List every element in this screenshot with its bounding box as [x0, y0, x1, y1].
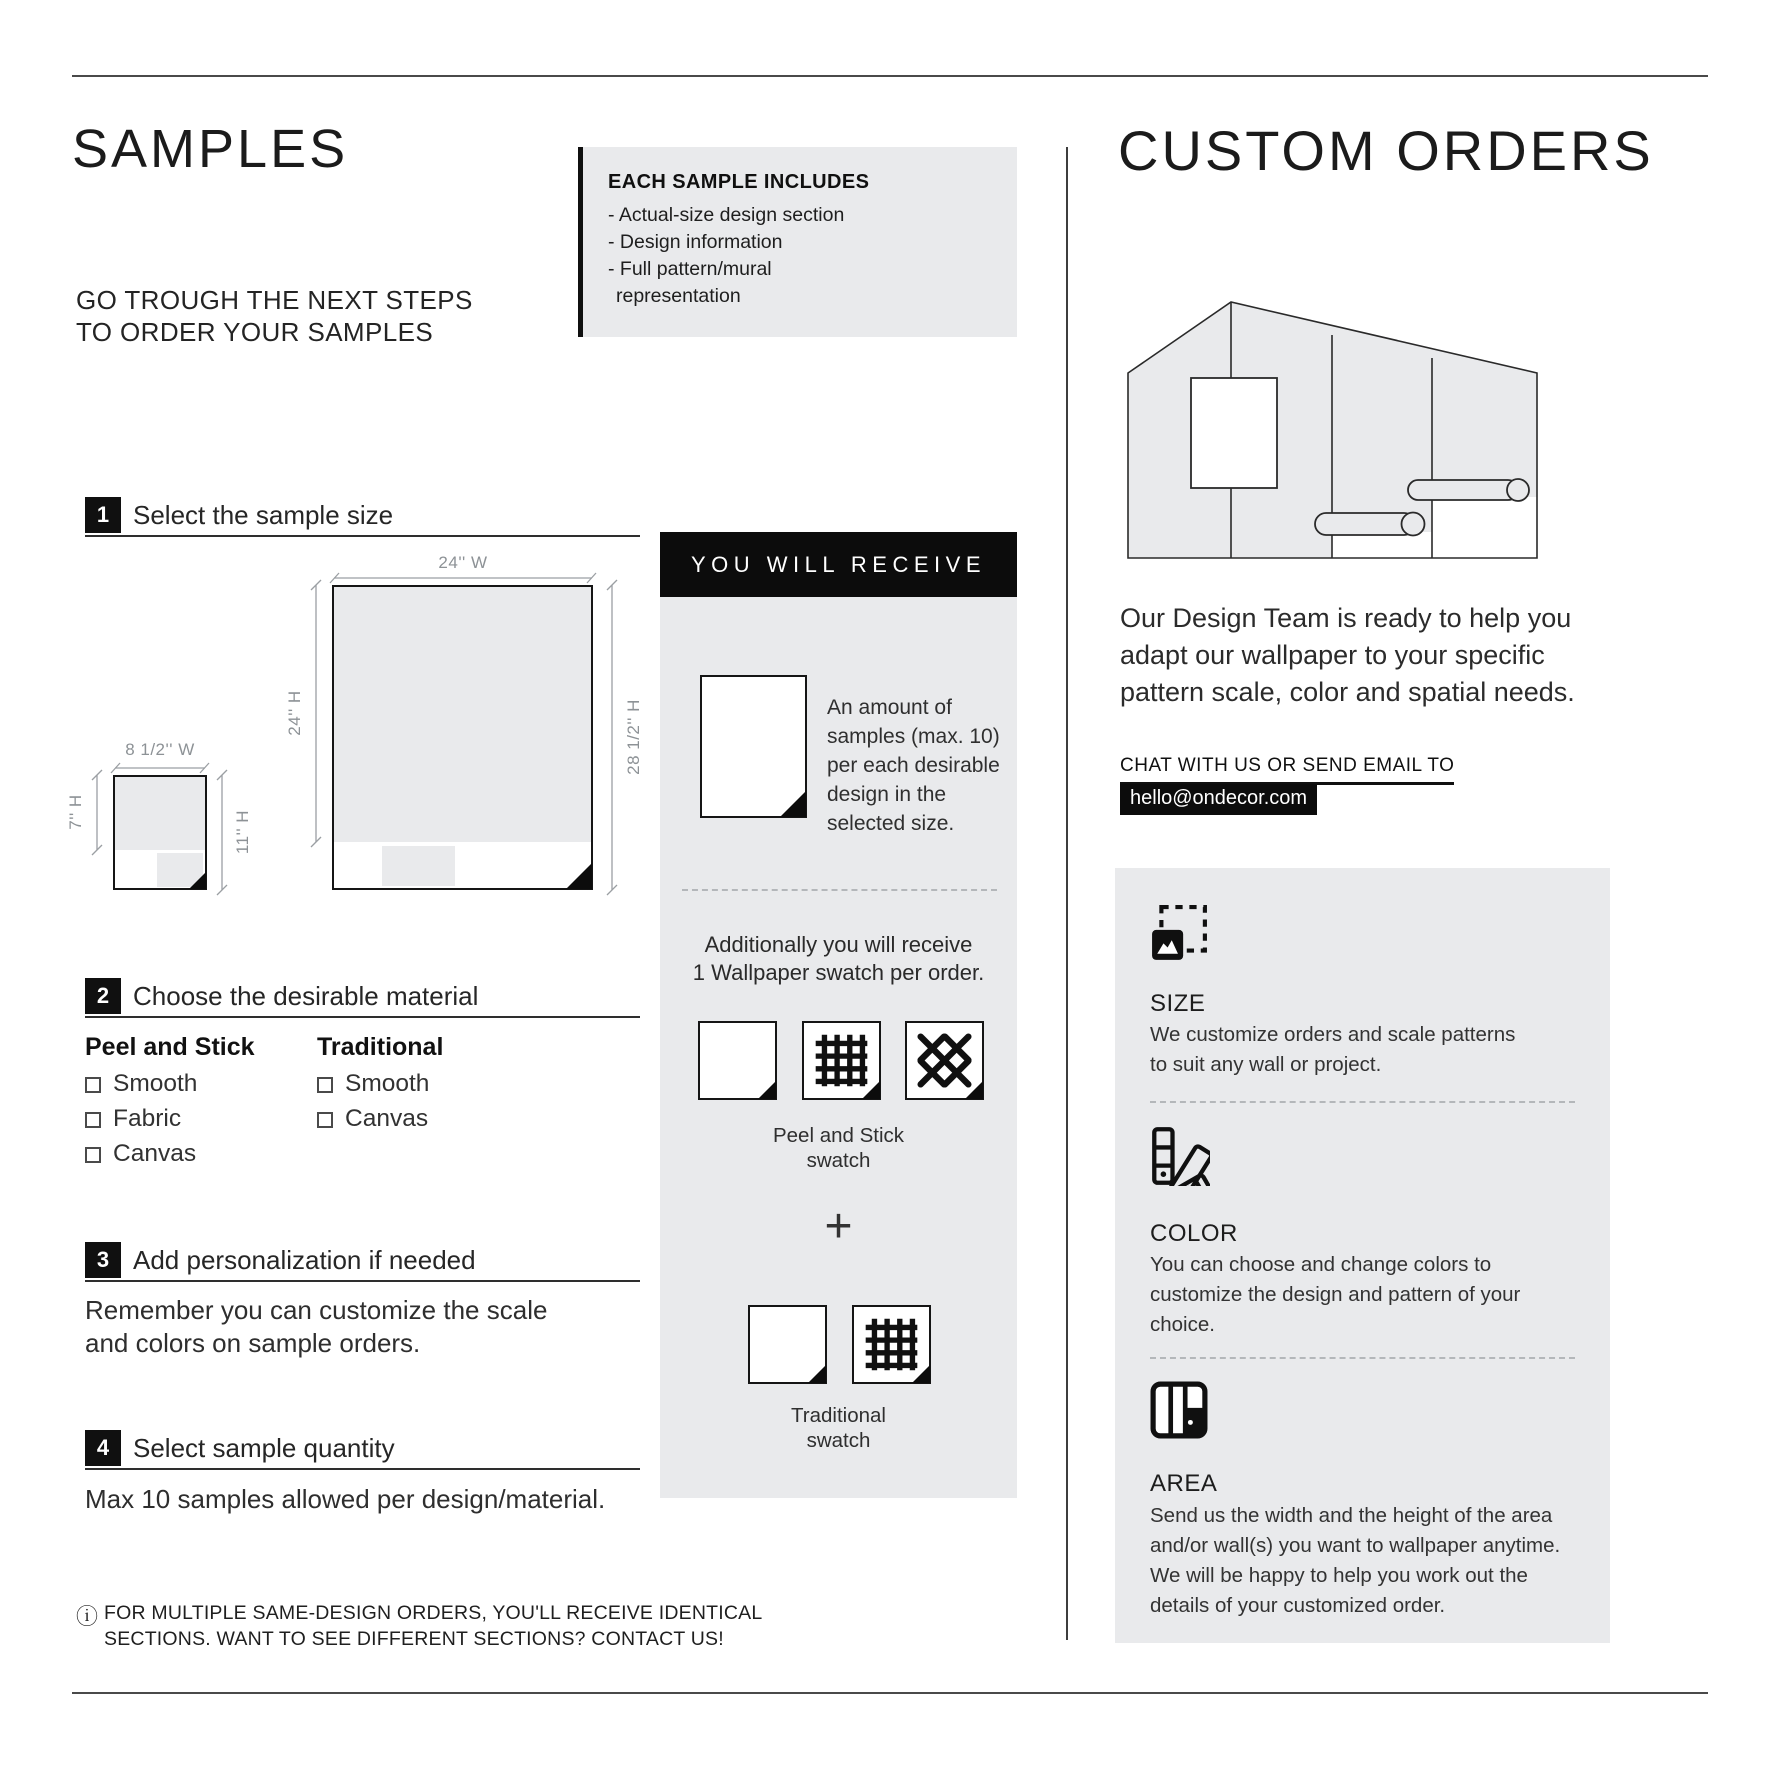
intro-line: GO TROUGH THE NEXT STEPS [76, 285, 473, 315]
info-icon: ⓘ [76, 1604, 99, 1629]
step-2-number: 2 [85, 978, 121, 1014]
footnote-line: SECTIONS. WANT TO SEE DIFFERENT SECTIONS? CONTACT US! [104, 1628, 724, 1650]
large-sample-diagram [332, 585, 593, 890]
dim-large-width: 24'' W [438, 553, 488, 572]
peel-smooth-checkbox[interactable] [85, 1077, 101, 1093]
crosshatch-swatch-icon [905, 1021, 984, 1100]
traditional-canvas-label: Canvas [345, 1105, 429, 1132]
swatch-fold-corner [808, 1365, 826, 1383]
includes-title: EACH SAMPLE INCLUDES [608, 171, 870, 193]
text-line: samples (max. 10) [827, 725, 1000, 748]
you-will-receive-box [660, 597, 1017, 1498]
feature-line: and/or wall(s) you want to wallpaper anytime. [1150, 1534, 1561, 1557]
feature-name: SIZE [1150, 990, 1206, 1017]
step-1-label: Select the sample size [133, 500, 394, 530]
step-4-note: Max 10 samples allowed per design/material. [85, 1484, 606, 1514]
large-sample-section [382, 846, 455, 886]
traditional-swatch-label: Traditional [791, 1404, 886, 1427]
peel-swatch-label: swatch [806, 1149, 871, 1172]
additional-line: Additionally you will receive [704, 932, 973, 957]
email-address[interactable]: hello@ondecor.com [1120, 784, 1317, 815]
note-line: Remember you can customize the scale [85, 1295, 548, 1325]
feature-name: AREA [1150, 1470, 1218, 1497]
contact-label: CHAT WITH US OR SEND EMAIL TO [1120, 755, 1454, 785]
swatch-fold-corner [758, 1081, 776, 1099]
swatch-fold-corner [912, 1365, 930, 1383]
you-will-receive-banner: YOU WILL RECEIVE [660, 532, 1017, 597]
feature-line: You can choose and change colors to [1150, 1253, 1492, 1276]
custom-features-box [1115, 868, 1610, 1643]
each-sample-includes-box [578, 147, 1017, 337]
swatch-fold-corner [862, 1081, 880, 1099]
top-rule [72, 75, 1708, 77]
text-line: per each desirable [827, 754, 1000, 777]
feature-line: to suit any wall or project. [1150, 1053, 1382, 1076]
peel-fabric-checkbox[interactable] [85, 1112, 101, 1128]
feature-line: details of your customized order. [1150, 1594, 1446, 1617]
wall-door-icon [1150, 1381, 1208, 1439]
feature-line: customize the design and pattern of your [1150, 1283, 1521, 1306]
dim-small-height-right: 11'' H [233, 809, 252, 855]
includes-item-continued: representation [616, 285, 741, 307]
custom-orders-title: CUSTOM ORDERS [1118, 119, 1654, 182]
small-sample-diagram [113, 775, 207, 890]
intro-line: adapt our wallpaper to your specific [1120, 640, 1545, 670]
step-2-label: Choose the desirable material [133, 981, 479, 1011]
color-swatches-icon [1150, 1126, 1210, 1186]
feature-line: We will be happy to help you work out the [1150, 1564, 1528, 1587]
size-crop-icon [1150, 904, 1208, 962]
step-4-number: 4 [85, 1430, 121, 1466]
peel-canvas-checkbox[interactable] [85, 1147, 101, 1163]
plus-icon: + [824, 1200, 853, 1253]
traditional-canvas-checkbox[interactable] [317, 1112, 333, 1128]
step-4-label: Select sample quantity [133, 1433, 395, 1463]
intro-line: Our Design Team is ready to help you [1120, 603, 1572, 633]
step-3-note [85, 1294, 547, 1360]
traditional-swatch-label: swatch [806, 1429, 871, 1452]
dim-small-height-left: 7'' H [66, 794, 85, 830]
peel-swatch-label: Peel and Stick [772, 1124, 905, 1147]
footnote-line: FOR MULTIPLE SAME-DESIGN ORDERS, YOU'LL RECEIVE IDENTICAL [104, 1602, 763, 1624]
includes-item: - Full pattern/mural [608, 258, 772, 280]
peel-fabric-label: Fabric [113, 1105, 182, 1132]
includes-item: - Actual-size design section [608, 204, 845, 226]
text-line: selected size. [827, 812, 955, 835]
samples-title: SAMPLES [72, 119, 349, 179]
step-1-underline [85, 535, 640, 537]
custom-intro [1120, 600, 1575, 711]
samples-amount-text [827, 693, 1000, 838]
intro-line: pattern scale, color and spatial needs. [1120, 677, 1575, 707]
traditional-smooth-checkbox[interactable] [317, 1077, 333, 1093]
step-2-underline [85, 1016, 640, 1018]
includes-item: - Design information [608, 231, 783, 253]
bottom-rule [72, 1692, 1708, 1694]
sample-paper-icon [700, 675, 807, 818]
peel-canvas-label: Canvas [113, 1140, 197, 1167]
samples-intro [76, 284, 473, 348]
dim-large-height-right: 28 1/2'' H [624, 699, 643, 775]
feature-line: choice. [1150, 1313, 1215, 1336]
text-line: An amount of [827, 696, 952, 719]
traditional-smooth-label: Smooth [345, 1070, 430, 1097]
dim-small-width: 8 1/2'' W [125, 740, 195, 759]
step-3-number: 3 [85, 1242, 121, 1278]
dashed-divider [682, 889, 997, 891]
note-line: and colors on sample orders. [85, 1328, 421, 1358]
swatch-fold-corner [965, 1081, 983, 1099]
small-sample-fold-corner [189, 872, 206, 889]
peel-smooth-label: Smooth [113, 1070, 198, 1097]
feature-name: COLOR [1150, 1220, 1238, 1247]
intro-line: TO ORDER YOUR SAMPLES [76, 317, 434, 347]
large-sample-fold-corner [566, 863, 592, 889]
large-sample-white-strip [334, 842, 591, 888]
step-1-number: 1 [85, 497, 121, 533]
step-3-underline [85, 1280, 640, 1282]
step-3-label: Add personalization if needed [133, 1245, 476, 1275]
step-4-underline [85, 1468, 640, 1470]
grid-swatch-icon [802, 1021, 881, 1100]
grid-swatch-icon [852, 1305, 931, 1384]
house-illustration [1120, 295, 1545, 565]
dashed-divider [1150, 1357, 1575, 1359]
blank-swatch-icon [698, 1021, 777, 1100]
traditional-heading: Traditional [317, 1033, 444, 1061]
peel-and-stick-heading: Peel and Stick [85, 1033, 255, 1061]
paper-fold-corner [780, 791, 806, 817]
dim-large-height-left: 24'' H [285, 690, 304, 736]
column-divider [1066, 147, 1068, 1640]
dashed-divider [1150, 1101, 1575, 1103]
feature-line: Send us the width and the height of the area [1150, 1504, 1553, 1527]
text-line: design in the [827, 783, 947, 806]
additional-line: 1 Wallpaper swatch per order. [692, 960, 985, 985]
feature-line: We customize orders and scale patterns [1150, 1023, 1516, 1046]
blank-swatch-icon [748, 1305, 827, 1384]
